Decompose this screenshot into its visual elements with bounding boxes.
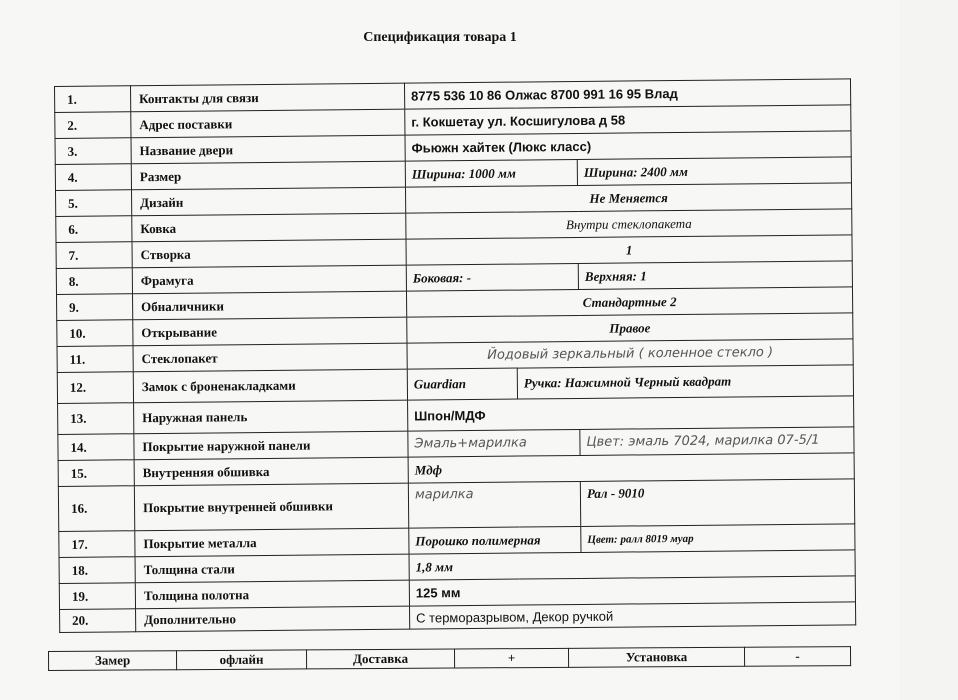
- row-number: 5.: [56, 190, 132, 217]
- row-label: Дизайн: [131, 187, 405, 216]
- row-number: 8.: [56, 268, 132, 295]
- row-label: Наружная панель: [134, 400, 408, 434]
- row-number: 19.: [59, 583, 135, 610]
- row-value-secondary: Верхняя: 1: [578, 261, 852, 290]
- row-label: Обналичники: [132, 291, 406, 320]
- row-label: Дополнительно: [136, 606, 410, 632]
- row-value: 8775 536 10 86 Олжас 8700 991 16 95 Влад: [404, 79, 850, 109]
- row-value: Ширина: 1000 мм: [405, 159, 577, 187]
- row-value: г. Кокшетау ул. Косшигулова д 58: [405, 105, 851, 135]
- table-row: [58, 479, 854, 532]
- document-title: Спецификация товара 1: [363, 30, 517, 45]
- row-value-secondary: Цвет: эмаль 7024, марилка 07-5/1: [580, 427, 854, 456]
- row-value: Шпон/МДФ: [408, 396, 854, 431]
- row-value: 1,8 мм: [409, 550, 855, 580]
- footer-install-label: Установка: [568, 647, 744, 667]
- footer-delivery-value: +: [454, 648, 568, 668]
- row-label: Стеклопакет: [133, 343, 407, 372]
- row-label: Покрытие металла: [135, 528, 409, 557]
- row-number: 6.: [56, 216, 132, 243]
- row-value: марилка: [408, 481, 580, 528]
- row-label: Размер: [131, 161, 405, 190]
- row-label: Ковка: [132, 213, 406, 242]
- row-value: Мдф: [408, 453, 854, 483]
- row-number: 2.: [55, 112, 131, 139]
- row-value: Боковая: -: [406, 263, 578, 291]
- row-value: Не Меняется: [405, 183, 851, 213]
- row-value: Йодовый зеркальный ( коленное стекло ): [407, 339, 853, 369]
- row-number: 14.: [58, 434, 134, 461]
- row-value-secondary: Ручка: Нажимной Черный квадрат: [517, 365, 853, 399]
- row-number: 12.: [57, 372, 133, 404]
- row-number: 7.: [56, 242, 132, 269]
- row-number: 11.: [57, 346, 133, 373]
- row-number: 9.: [57, 294, 133, 321]
- row-label: Покрытие внутренней обшивки: [134, 483, 408, 531]
- row-number: 18.: [59, 557, 135, 584]
- row-label: Створка: [132, 239, 406, 268]
- row-value-secondary: Рал - 9010: [580, 479, 854, 527]
- row-label: Открывание: [133, 317, 407, 346]
- row-value: Фьюжн хайтек (Люкс класс): [405, 131, 851, 161]
- row-value-secondary: Ширина: 2400 мм: [577, 157, 851, 186]
- row-number: 4.: [55, 164, 131, 191]
- row-label: Фрамуга: [132, 265, 406, 294]
- row-value: Guardian: [407, 368, 517, 400]
- footer-table: [48, 646, 851, 671]
- row-number: 1.: [55, 86, 131, 113]
- row-value-secondary: Цвет: ралл 8019 муар: [581, 524, 855, 553]
- row-number: 13.: [58, 403, 134, 435]
- row-label: Адрес поставки: [131, 109, 405, 138]
- footer-install-value: -: [744, 647, 850, 667]
- row-label: Покрытие наружной панели: [134, 431, 408, 460]
- row-value: Эмаль+марилка: [408, 429, 580, 457]
- footer-delivery-label: Доставка: [306, 649, 454, 669]
- row-label: Название двери: [131, 135, 405, 164]
- row-label: Замок с броненакладками: [133, 369, 407, 403]
- row-label: Толщина стали: [135, 554, 409, 583]
- row-value: 1: [406, 235, 852, 265]
- row-value: Правое: [407, 313, 853, 343]
- footer-measure-value: офлайн: [177, 650, 307, 670]
- row-number: 3.: [55, 138, 131, 165]
- footer-measure-label: Замер: [49, 651, 177, 671]
- row-value: С терморазрывом, Декор ручкой: [410, 602, 856, 629]
- row-number: 17.: [59, 531, 135, 558]
- row-value: 125 мм: [409, 576, 855, 606]
- spec-table: [54, 78, 856, 633]
- row-number: 10.: [57, 320, 133, 347]
- footer-row: [49, 647, 851, 671]
- row-label: Толщина полотна: [135, 580, 409, 609]
- row-number: 16.: [58, 486, 134, 532]
- row-number: 15.: [58, 460, 134, 487]
- row-value: Внутри стеклопакета: [406, 209, 852, 239]
- row-value: Стандартные 2: [406, 287, 852, 317]
- row-label: Контакты для связи: [131, 83, 405, 112]
- row-number: 20.: [60, 609, 136, 633]
- row-value: Порошко полимерная: [409, 526, 581, 554]
- row-label: Внутренняя обшивка: [134, 457, 408, 486]
